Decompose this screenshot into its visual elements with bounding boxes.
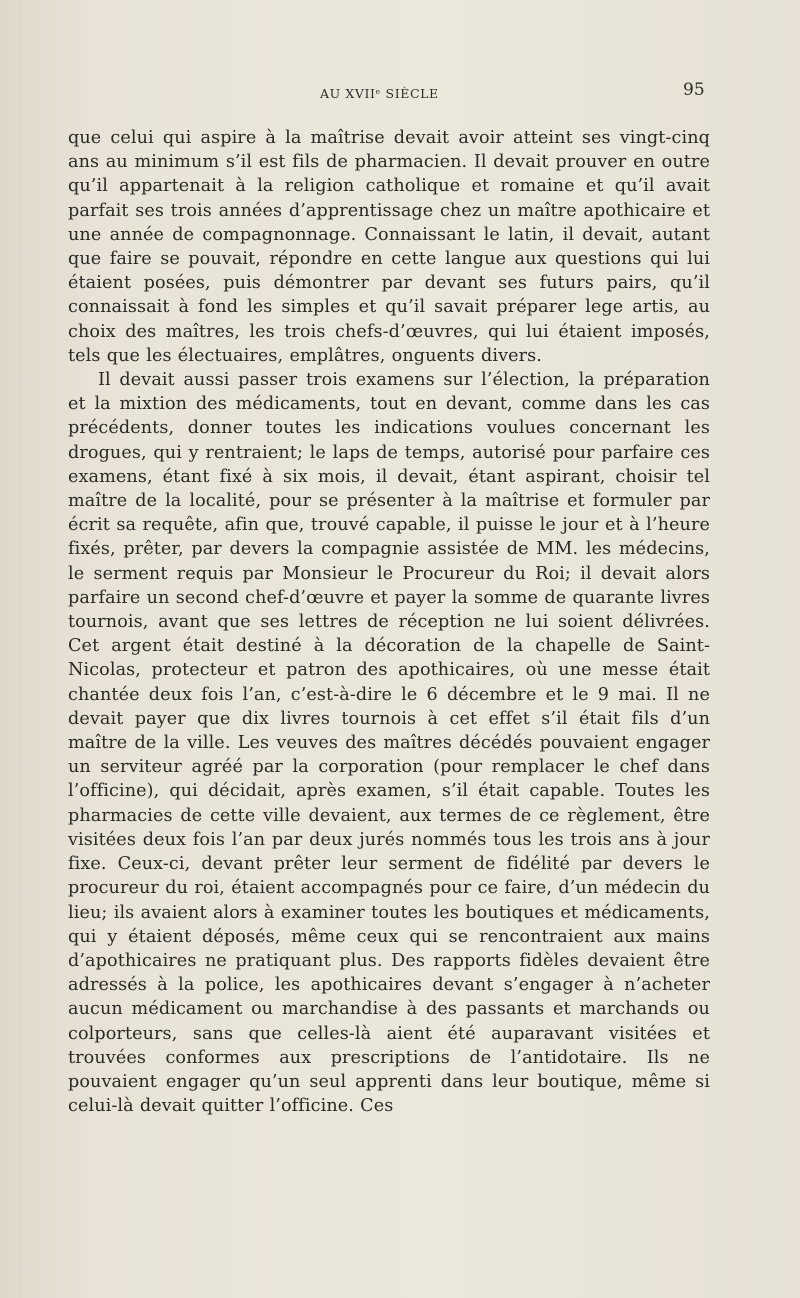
body-text (68, 126, 710, 1118)
page-header (0, 80, 800, 108)
paragraph-2: Il devait aussi passer trois examens sur l’élection, la préparation et la mixtion des médicaments, tout en devant, comme dans les cas précédents, donner toutes les indications voulues concernant les drogues, qui y rentraient; le laps de temps, autorisé pour parfaire ces examens, étant fixé à six mois, il devait, étant aspirant, choisir tel maître de la localité, pour se présenter à la maîtrise et formuler par écrit sa requête, afin que, trouvé capable, il puisse le jour et à l’heure fixés, prêter, par devers la compagnie assistée de MM. les médecins, le serment requis par Monsieur le Procureur du Roi; il devait alors parfaire un second chef-d’œuvre et payer la somme de quarante livres tournois, avant que ses lettres de réception ne lui soient délivrées. Cet argent était destiné à la décoration de la chapelle de Saint-Nicolas, protecteur et patron des apothicaires, où une messe était chantée deux fois l’an, c’est-à-dire le 6 décembre et le 9 mai. Il ne devait payer que dix livres tournois à cet effet s’il était fils d’un maître de la ville. Les veuves des maîtres décédés pouvaient engager un serviteur agréé par la corporation (pour remplacer le chef dans l’officine), qui décidait, après examen, s’il était capable. Toutes les pharmacies de cette ville devaient, aux termes de ce règlement, être visitées deux fois l’an par deux jurés nommés tous les trois ans à jour fixe. Ceux-ci, devant prêter leur serment de fidélité par devers le procureur du roi, étaient accompagnés pour ce faire, d’un médecin du lieu; ils avaient alors à examiner toutes les boutiques et médicaments, qui y étaient déposés, même ceux qui se rencontraient aux mains d’apothicaires ne pratiquant plus. Des rapports fidèles devaient être adressés à la police, les apothicaires devant s’engager à n’acheter aucun médicament ou marchandise à des passants et marchands ou colporteurs, sans que celles-là aient été auparavant visitées et trouvées conformes aux prescriptions de l’antidotaire. Ils ne pouvaient engager qu’un seul apprenti dans leur boutique, même si celui-là devait quitter l’officine. Ces (68, 370, 710, 1117)
paragraph-1: que celui qui aspire à la maîtrise devait avoir atteint ses vingt-cinq ans au minimum s’il est fils de pharmacien. Il devait prouver en outre qu’il appartenait à la religion catholique et romaine et qu’il avait parfait ses trois années d’apprentissage chez un maître apothicaire et une année de compagnonnage. Connaissant le latin, il devait, autant que faire se pouvait, répondre en cette langue aux questions qui lui étaient posées, puis démontrer par devant ses futurs pairs, qu’il connaissait à fond les simples et qu’il savait préparer lege artis, au choix des maîtres, les trois chefs-d’œuvres, qui lui étaient imposés, tels que les électuaires, emplâtres, onguents divers. (68, 128, 710, 366)
running-title: AU XVIIᵉ SIÈCLE (320, 86, 439, 101)
page-number: 95 (683, 80, 705, 100)
